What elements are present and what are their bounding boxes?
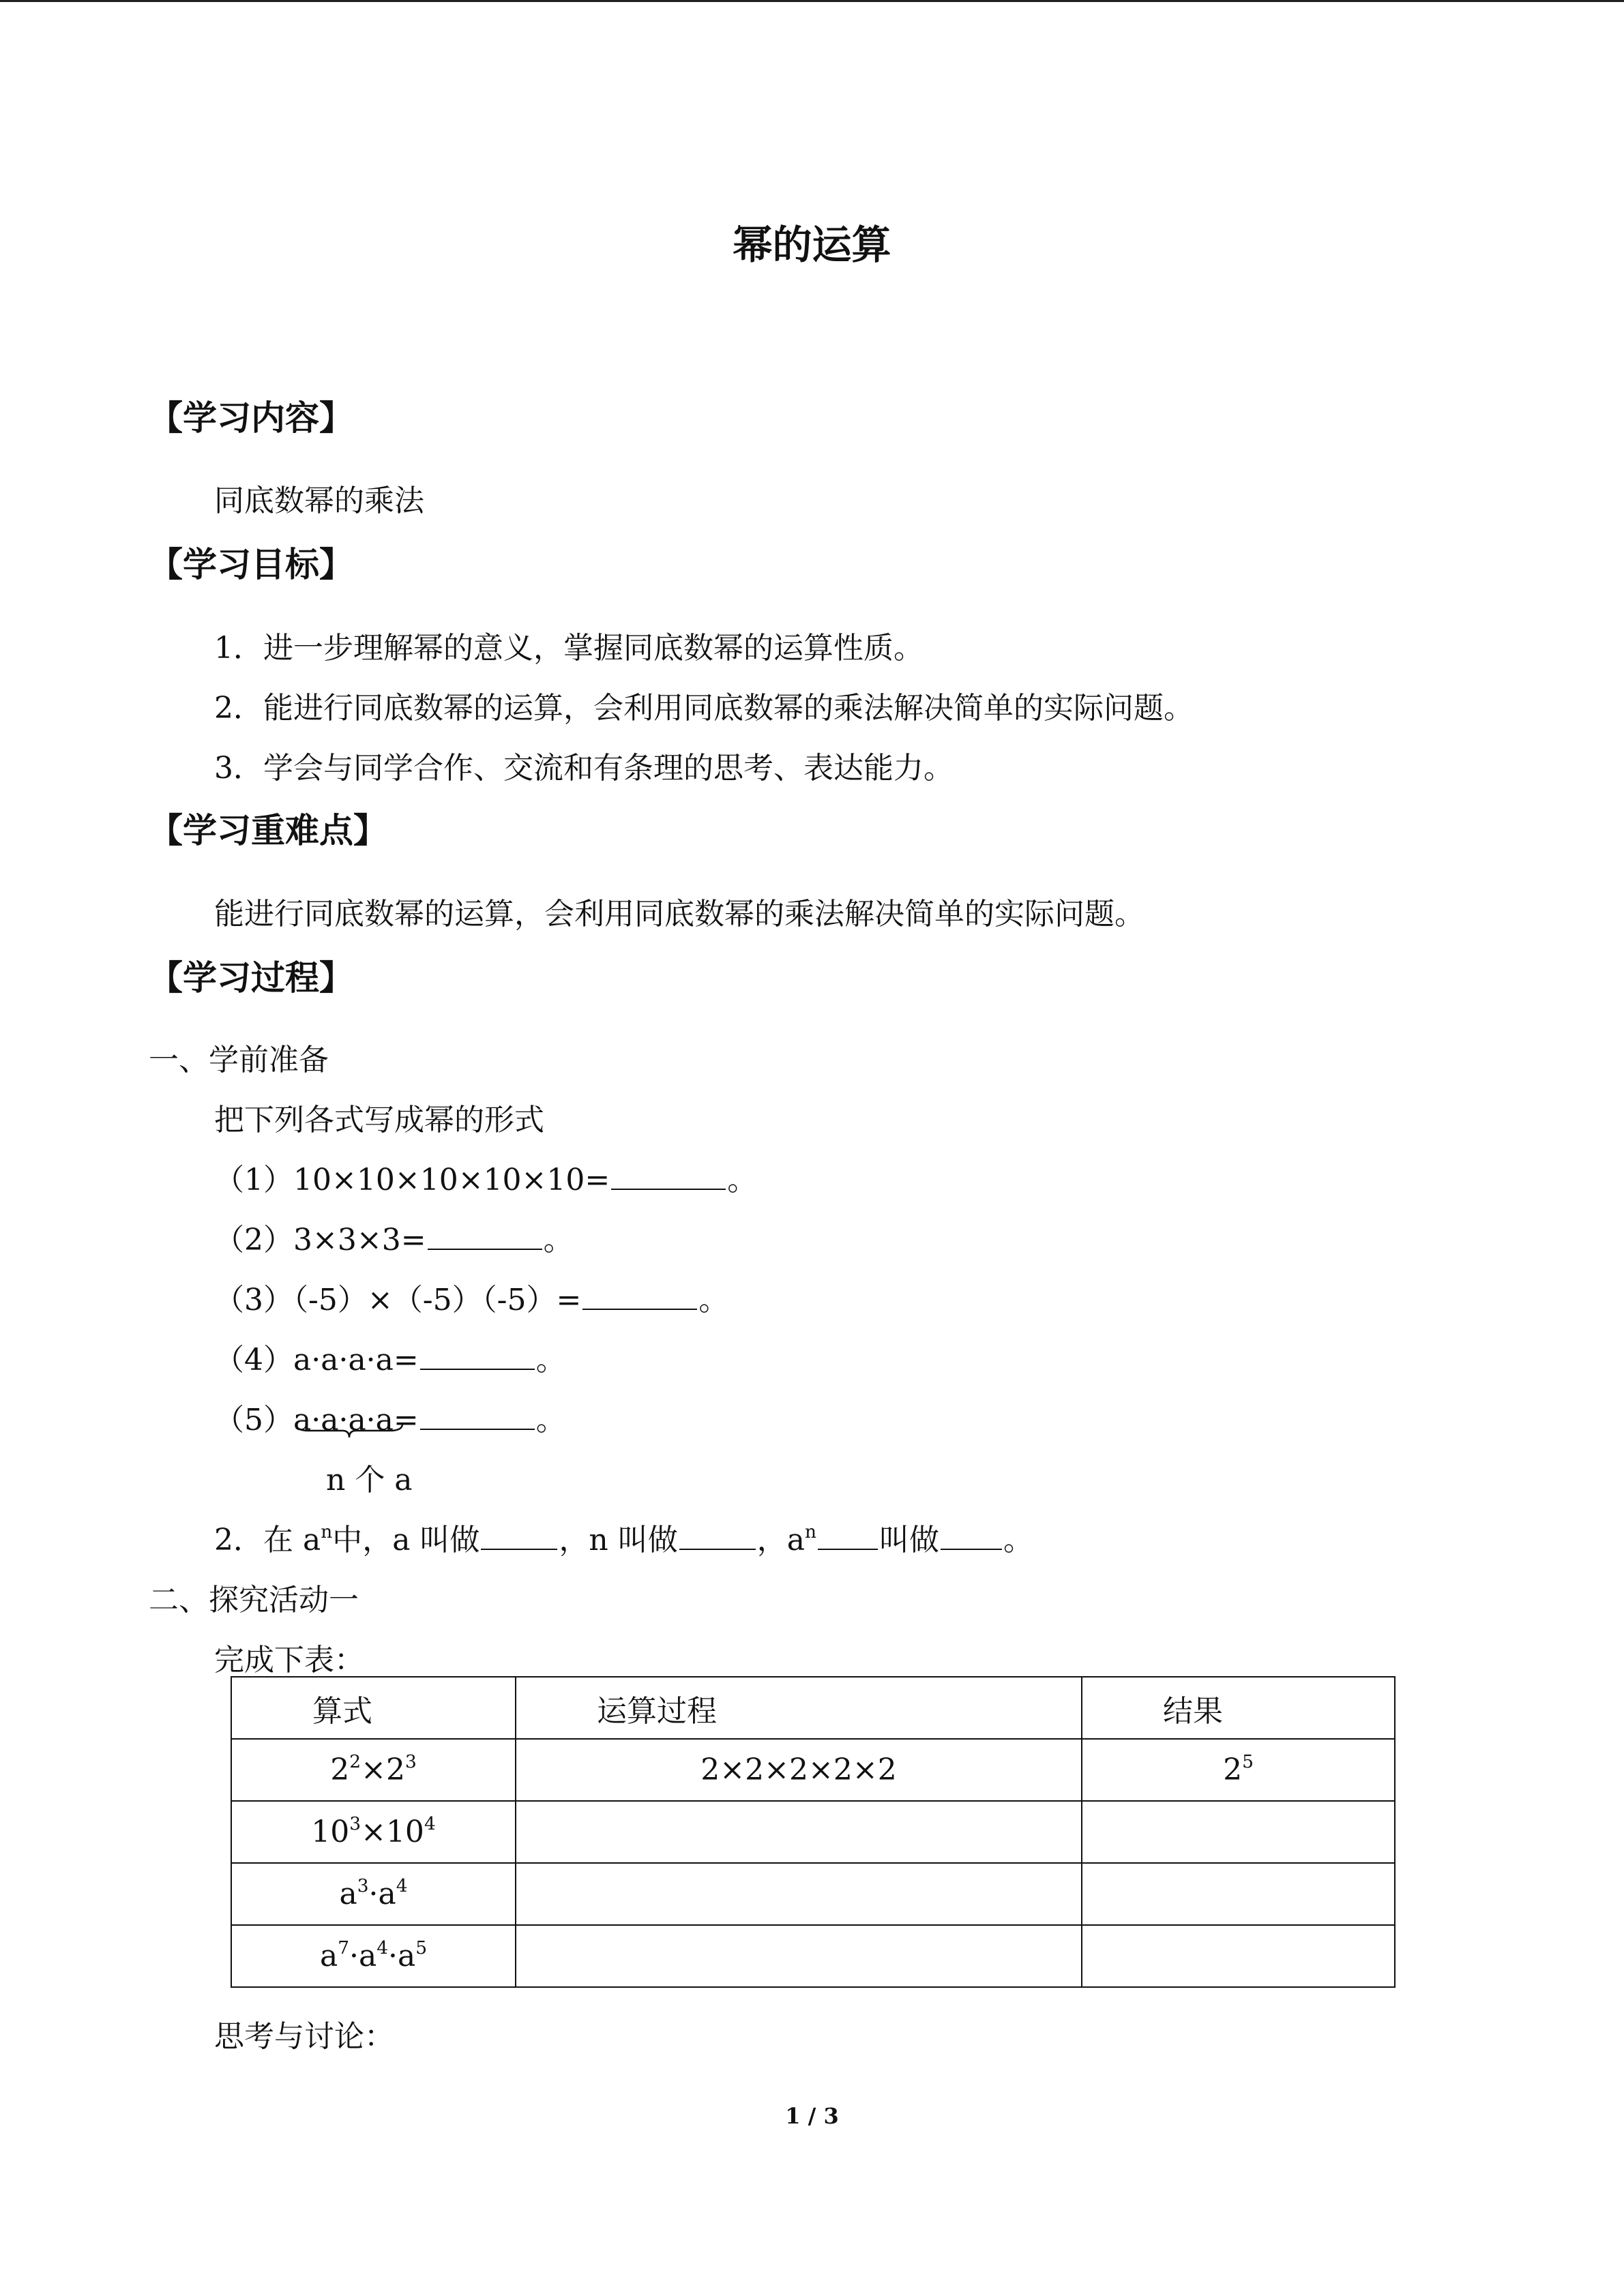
goal-item-3: 3．学会与同学合作、交流和有条理的思考、表达能力。 [214, 751, 954, 786]
content-text: 同底数幂的乘法 [214, 483, 424, 518]
header-process: 运算过程 [516, 1677, 1082, 1739]
exercise-expression: a·a·a·a= [293, 1403, 419, 1437]
part1-heading: 一、学前准备 [149, 1043, 329, 1077]
exercise-label: （1） [214, 1163, 293, 1197]
exercise-expression: a·a·a·a= [293, 1343, 419, 1377]
table-row [231, 1801, 1395, 1863]
cell-process-empty[interactable] [516, 1863, 1082, 1925]
cell-result-empty[interactable] [1082, 1801, 1395, 1863]
goal-item-1: 1．进一步理解幂的意义，掌握同底数幂的运算性质。 [214, 631, 924, 666]
table-row [231, 1863, 1395, 1925]
answer-blank[interactable] [428, 1221, 542, 1250]
heading-goals: 【学习目标】 [149, 544, 353, 584]
q2-text-1: 2．在 a [214, 1523, 321, 1557]
cell-process: 2×2×2×2×2 [516, 1739, 1082, 1801]
exercise-4 [214, 1335, 566, 1379]
cell-result: $2^5$ [1082, 1739, 1395, 1801]
cell-process-empty[interactable] [516, 1801, 1082, 1863]
heading-key-points: 【学习重难点】 [149, 810, 387, 850]
page-title: 幂的运算 [733, 222, 891, 268]
cell-expression: $a^7\cdot a^4\cdot a^5$ [231, 1925, 516, 1987]
page-number: 1 / 3 [785, 2103, 839, 2129]
cell-process-empty[interactable] [516, 1925, 1082, 1987]
exercise-2 [214, 1215, 574, 1259]
part1-intro: 把下列各式写成幂的形式 [214, 1103, 544, 1137]
q2-text-2: 中，a 叫做 [332, 1523, 480, 1557]
cell-expression: $a^3\cdot a^4$ [231, 1863, 516, 1925]
part2-intro: 完成下表： [214, 1643, 364, 1678]
answer-blank-an-called[interactable] [941, 1521, 1002, 1550]
discussion-label: 思考与讨论： [214, 2019, 394, 2054]
table-row [231, 1925, 1395, 1987]
page-top-border [0, 0, 1624, 2]
exercise-end: 。 [535, 1403, 566, 1437]
answer-blank[interactable] [420, 1401, 535, 1430]
answer-blank[interactable] [611, 1161, 726, 1190]
exercise-end: 。 [698, 1283, 729, 1317]
table-row [231, 1739, 1395, 1801]
underbrace-icon [295, 1422, 404, 1439]
answer-blank[interactable] [582, 1281, 697, 1310]
heading-content: 【学习内容】 [149, 398, 353, 438]
exercise-label: （5） [214, 1403, 293, 1437]
answer-blank-an[interactable] [818, 1521, 878, 1550]
answer-blank-a[interactable] [481, 1521, 557, 1550]
exercise-end: 。 [727, 1163, 758, 1197]
exercise-1 [214, 1155, 757, 1199]
exercise-expression: 3×3×3= [293, 1223, 426, 1257]
answer-blank-n[interactable] [679, 1521, 756, 1550]
heading-process: 【学习过程】 [149, 957, 353, 998]
exercise-3 [214, 1275, 728, 1319]
cell-expression: $10^3\times 10^4$ [231, 1801, 516, 1863]
q2-text-4: ，a [756, 1523, 805, 1557]
answer-blank[interactable] [420, 1341, 535, 1370]
exercise-end: 。 [535, 1343, 566, 1377]
exponent-table [231, 1676, 1396, 1988]
q2-text-3: ，n 叫做 [559, 1523, 678, 1557]
header-result: 结果 [1082, 1677, 1395, 1739]
exercise-label: （3） [214, 1283, 293, 1317]
exercise-end: 。 [543, 1223, 574, 1257]
question-2 [214, 1515, 1033, 1559]
q2-end: 。 [1003, 1523, 1033, 1557]
part2-heading: 二、探究活动一 [149, 1583, 359, 1617]
exercise-label: （4） [214, 1343, 293, 1377]
cell-result-empty[interactable] [1082, 1925, 1395, 1987]
cell-result-empty[interactable] [1082, 1863, 1395, 1925]
exercise-label: （2） [214, 1223, 293, 1257]
cell-expression: $2^2\times 2^3$ [231, 1739, 516, 1801]
goal-item-2: 2．能进行同底数幂的运算，会利用同底数幂的乘法解决简单的实际问题。 [214, 691, 1194, 726]
q2-text-5: 叫做 [879, 1523, 939, 1557]
key-points-text: 能进行同底数幂的运算，会利用同底数幂的乘法解决简单的实际问题。 [214, 897, 1145, 931]
header-expression: 算式 [231, 1677, 516, 1739]
exercise-expression: （-5）×（-5）（-5）= [293, 1283, 582, 1317]
brace-note: n 个 a [326, 1463, 413, 1497]
q2-exponent-1: n [321, 1521, 333, 1542]
table-header-row [231, 1677, 1395, 1739]
q2-exponent-2: n [805, 1521, 816, 1542]
exercise-expression: 10×10×10×10×10= [293, 1163, 610, 1197]
